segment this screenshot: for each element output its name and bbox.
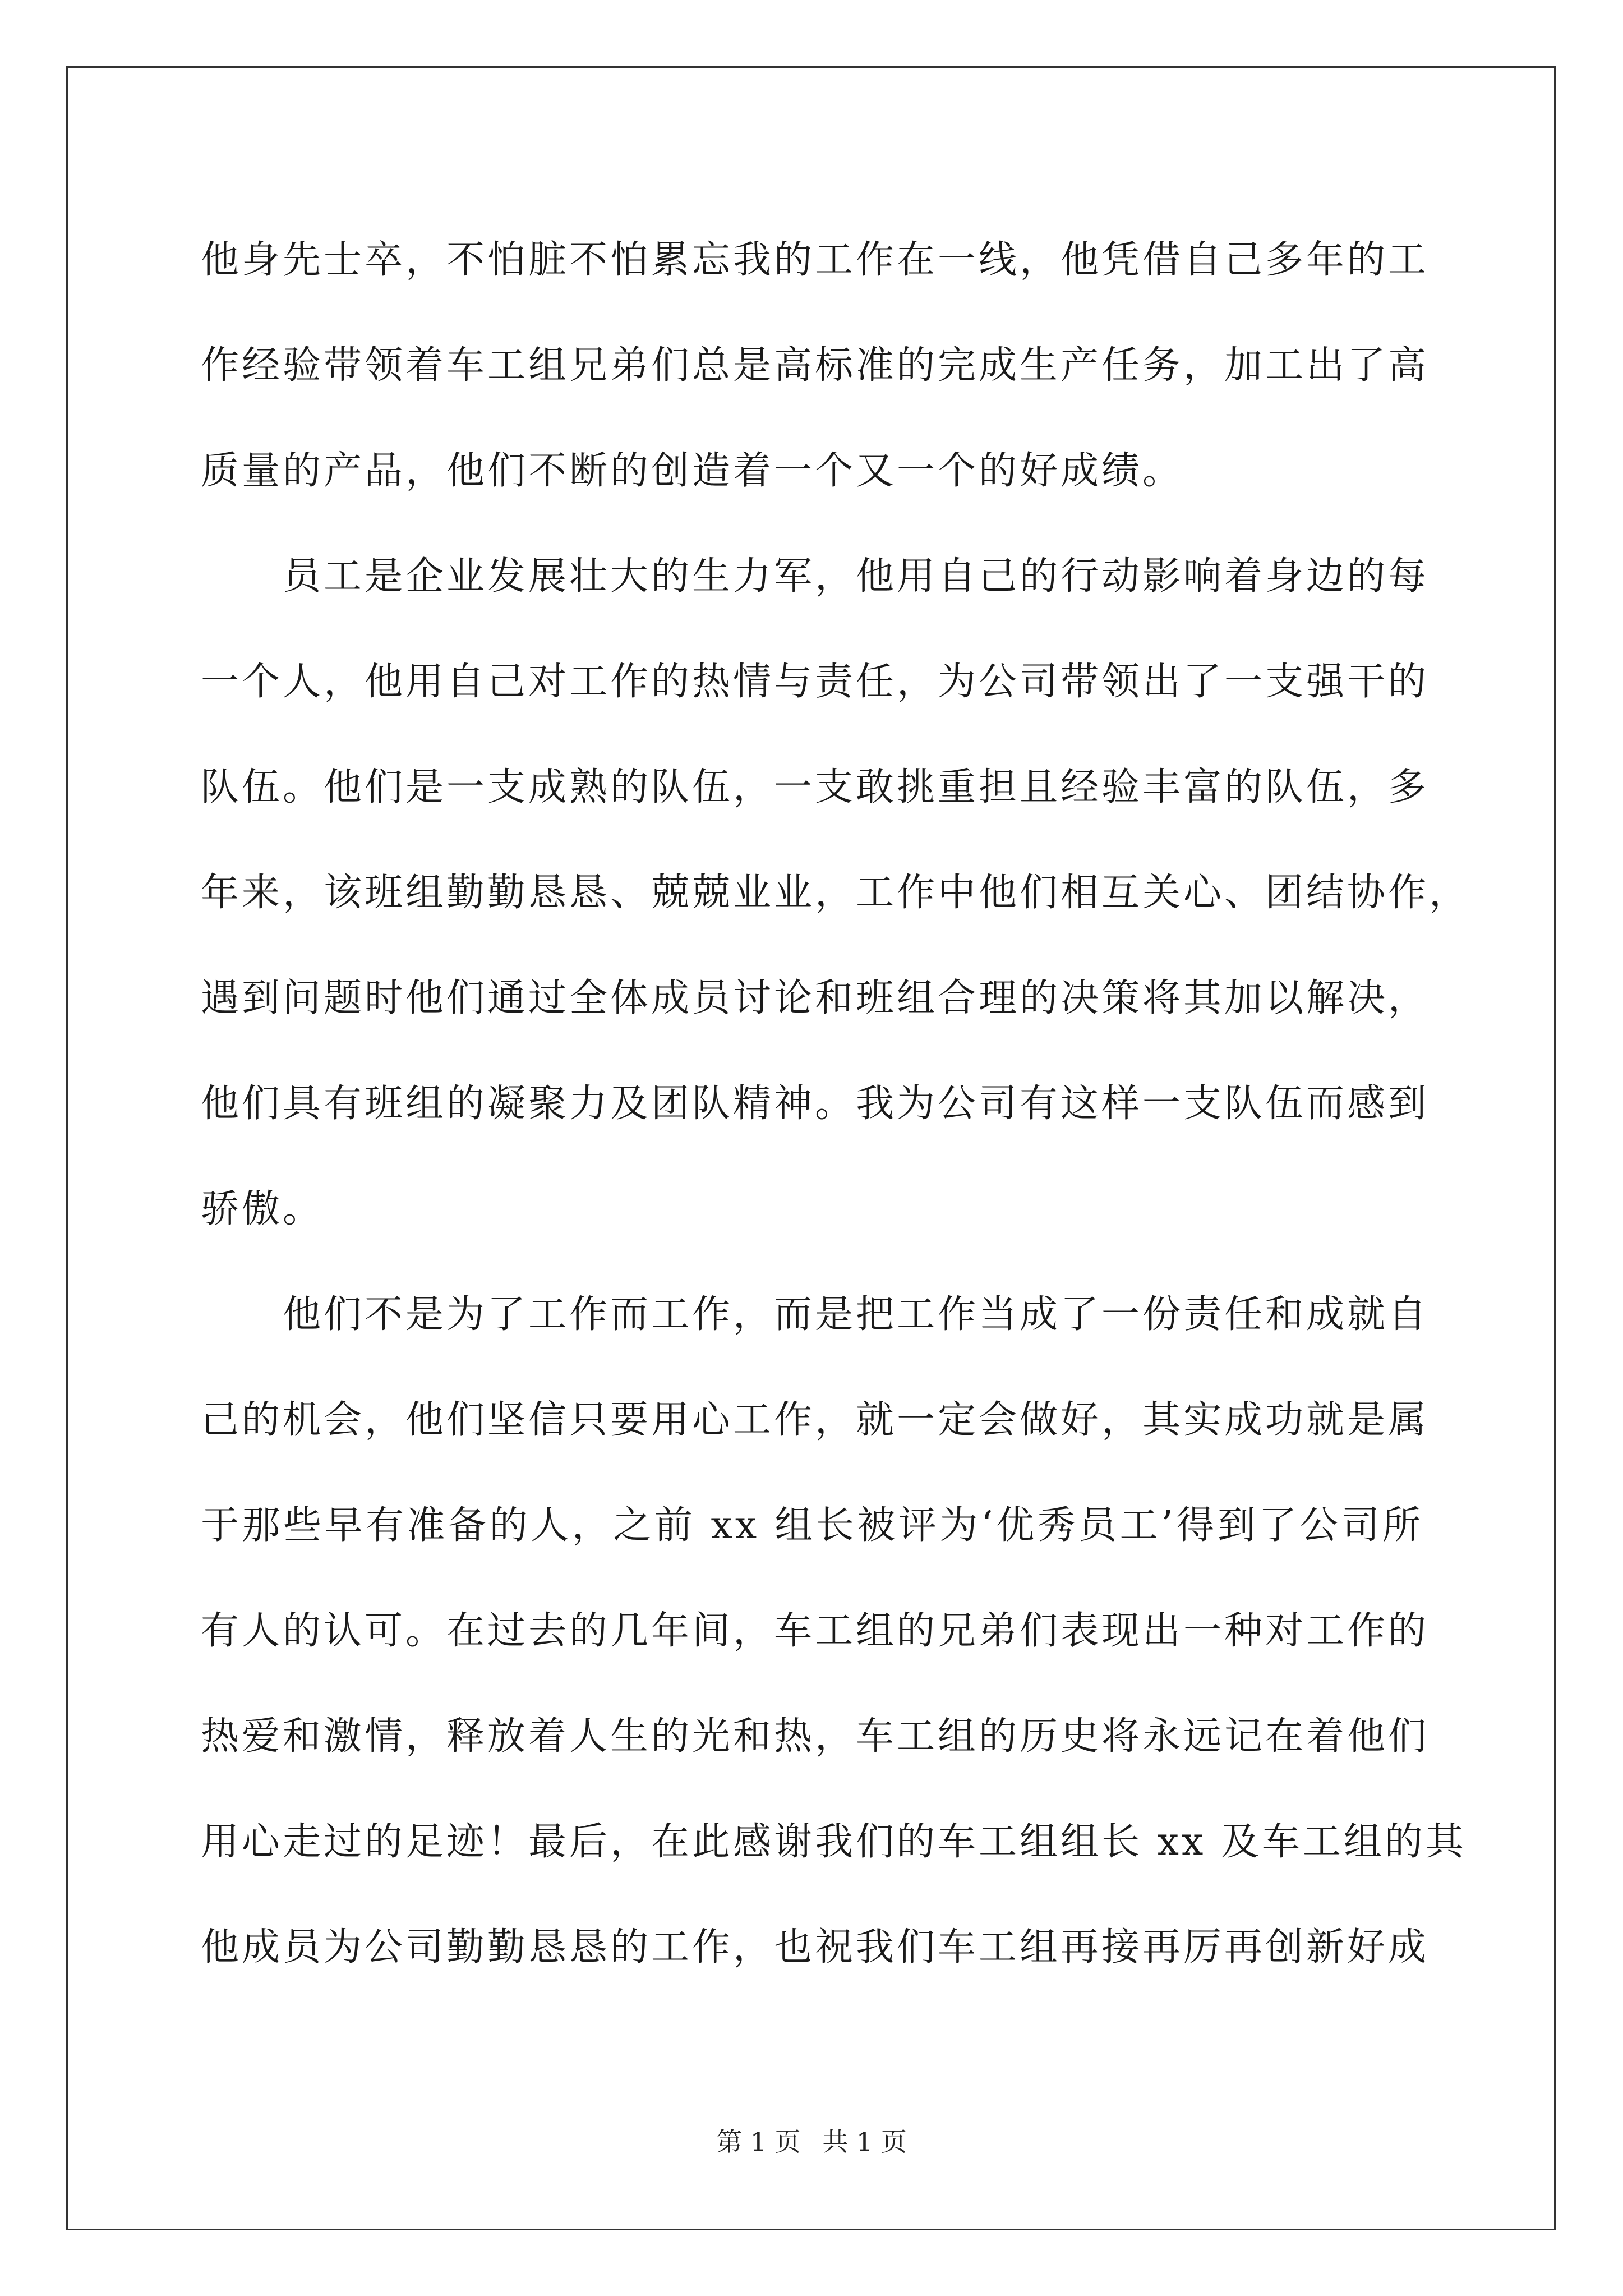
text-line-12: 己的机会，他们坚信只要用心工作，就一定会做好，其实成功就是属	[201, 1398, 1430, 1442]
text-line-4: 员工是企业发展壮大的生力军，他用自己的行动影响着身边的每	[283, 554, 1430, 599]
text-line-3: 质量的产品，他们不断的创造着一个又一个的好成绩。	[201, 449, 1184, 493]
text-line-13: 于那些早有准备的人，之前 xx 组长被评为‘优秀员工’得到了公司所	[201, 1503, 1423, 1548]
text-line-1: 他身先士卒，不怕脏不怕累忘我的工作在一线，他凭借自己多年的工	[201, 238, 1430, 282]
text-line-15: 热爱和激情，释放着人生的光和热，车工组的历史将永远记在着他们	[201, 1714, 1430, 1759]
text-line-2: 作经验带领着车工组兄弟们总是高标准的完成生产任务，加工出了高	[201, 343, 1430, 388]
text-line-9: 他们具有班组的凝聚力及团队精神。我为公司有这样一支队伍而感到	[201, 1082, 1430, 1126]
text-line-7: 年来，该班组勤勤恳恳、兢兢业业，工作中他们相互关心、团结协作，	[201, 871, 1470, 915]
text-line-16: 用心走过的足迹！最后，在此感谢我们的车工组组长 xx 及车工组的其	[201, 1820, 1467, 1864]
text-line-17: 他成员为公司勤勤恳恳的工作，也祝我们车工组再接再厉再创新好成	[201, 1925, 1430, 1970]
text-line-8: 遇到问题时他们通过全体成员讨论和班组合理的决策将其加以解决，	[201, 976, 1430, 1020]
page-footer	[0, 2125, 1623, 2159]
text-line-6: 队伍。他们是一支成熟的队伍，一支敢挑重担且经验丰富的队伍，多	[201, 765, 1430, 809]
text-line-14: 有人的认可。在过去的几年间，车工组的兄弟们表现出一种对工作的	[201, 1609, 1430, 1653]
text-line-10: 骄傲。	[201, 1187, 324, 1231]
document-body	[201, 208, 1470, 2000]
text-line-5: 一个人，他用自己对工作的热情与责任，为公司带领出了一支强干的	[201, 660, 1430, 704]
page-number-total: 共 1 页	[822, 2127, 907, 2157]
page-number-current: 第 1 页	[716, 2127, 801, 2157]
text-line-11: 他们不是为了工作而工作，而是把工作当成了一份责任和成就自	[283, 1292, 1430, 1337]
